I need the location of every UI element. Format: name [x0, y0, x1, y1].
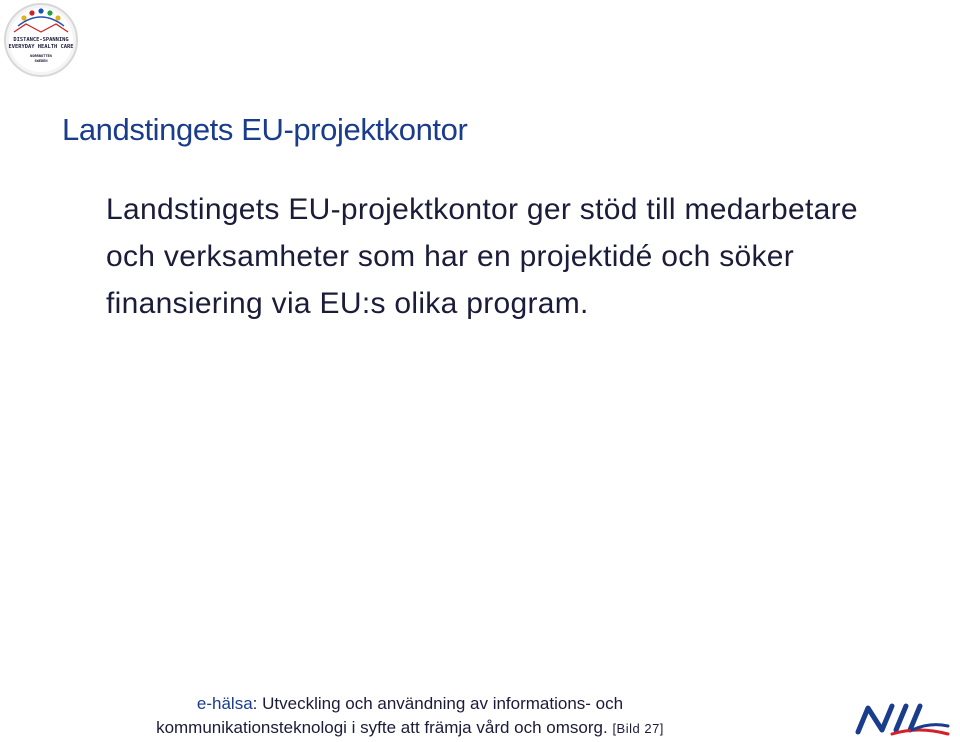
logo-line-4: SWEDEN	[34, 59, 48, 63]
slide-number: [Bild 27]	[612, 721, 664, 736]
slide-title: Landstingets EU-projektkontor	[62, 112, 468, 147]
logo-line-2: EVERYDAY HEALTH CARE	[8, 44, 74, 50]
slide-footer	[140, 692, 680, 741]
nll-logo	[852, 700, 952, 740]
logo-line-3: NORRBOTTEN	[30, 54, 52, 58]
slide-body-text: Landstingets EU-projektkontor ger stöd till medarbetare och verksamheter som har en projektidé och söker finansiering via EU:s olika program.	[106, 193, 858, 320]
logo-line-1: DISTANCE-SPANNING	[13, 37, 69, 43]
footer-line-2	[140, 716, 680, 741]
footer-text-1: Utveckling och användning av informations- och	[257, 694, 624, 713]
footer-text-2: kommunikationsteknologi i syfte att främja vård och omsorg.	[156, 718, 608, 737]
footer-line-1	[140, 692, 680, 716]
project-logo	[2, 2, 80, 78]
footer-brand: e-hälsa	[196, 694, 253, 713]
footer-separator: :	[252, 694, 258, 713]
